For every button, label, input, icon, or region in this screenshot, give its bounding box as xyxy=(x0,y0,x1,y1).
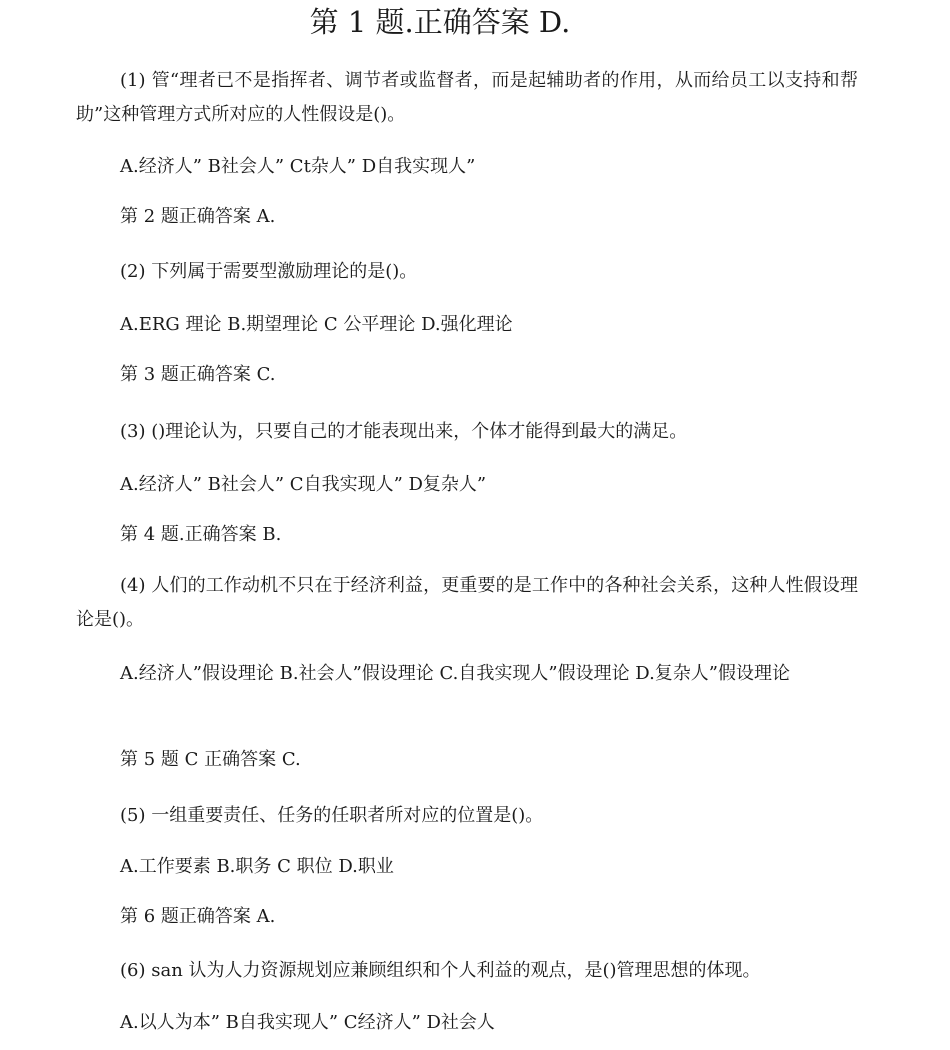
answer-5-heading: 第 5 题 C 正确答案 C. xyxy=(120,749,301,770)
question-5-text: (5) 一组重要责任、任务的任职者所对应的位置是()。 xyxy=(120,805,544,826)
question-1-options: A.经济人” B社会人” Ct杂人” D自我实现人” xyxy=(120,156,476,177)
question-5-options: A.工作要素 B.职务 C 职位 D.职业 xyxy=(120,856,394,877)
answer-3-heading: 第 3 题正确答案 C. xyxy=(120,364,276,385)
question-2-options: A.ERG 理论 B.期望理论 C 公平理论 D.强化理论 xyxy=(120,314,513,335)
question-3-options: A.经济人” B社会人” C自我实现人” D复杂人” xyxy=(120,474,487,495)
question-4-options: A.经济人”假设理论 B.社会人”假设理论 C.自我实现人”假设理论 D.复杂人”假设理论 xyxy=(120,663,791,684)
question-6-options: A.以人为本” B自我实现人” C经济人” D社会人 xyxy=(120,1012,495,1033)
answer-6-heading: 第 6 题正确答案 A. xyxy=(120,906,276,927)
question-1-text: (1) 管“理者已不是指挥者、调节者或监督者，而是起辅助者的作用，从而给员工以支持和帮助”这种管理方式所对应的人性假设是()。 xyxy=(76,70,858,125)
answer-4-heading: 第 4 题.正确答案 B. xyxy=(120,524,282,545)
page-title: 第 1 题.正确答案 D. xyxy=(309,5,571,39)
question-6-text: (6) san 认为人力资源规划应兼顾组织和个人利益的观点，是()管理思想的体现。 xyxy=(120,960,761,981)
question-3-text: (3) ()理论认为，只要自己的才能表现出来，个体才能得到最大的满足。 xyxy=(120,421,688,442)
question-4-text: (4) 人们的工作动机不只在于经济利益，更重要的是工作中的各种社会关系，这种人性假设理论是()。 xyxy=(76,575,858,630)
question-2-text: (2) 下列属于需要型激励理论的是()。 xyxy=(120,261,418,282)
answer-2-heading: 第 2 题正确答案 A. xyxy=(120,206,276,227)
